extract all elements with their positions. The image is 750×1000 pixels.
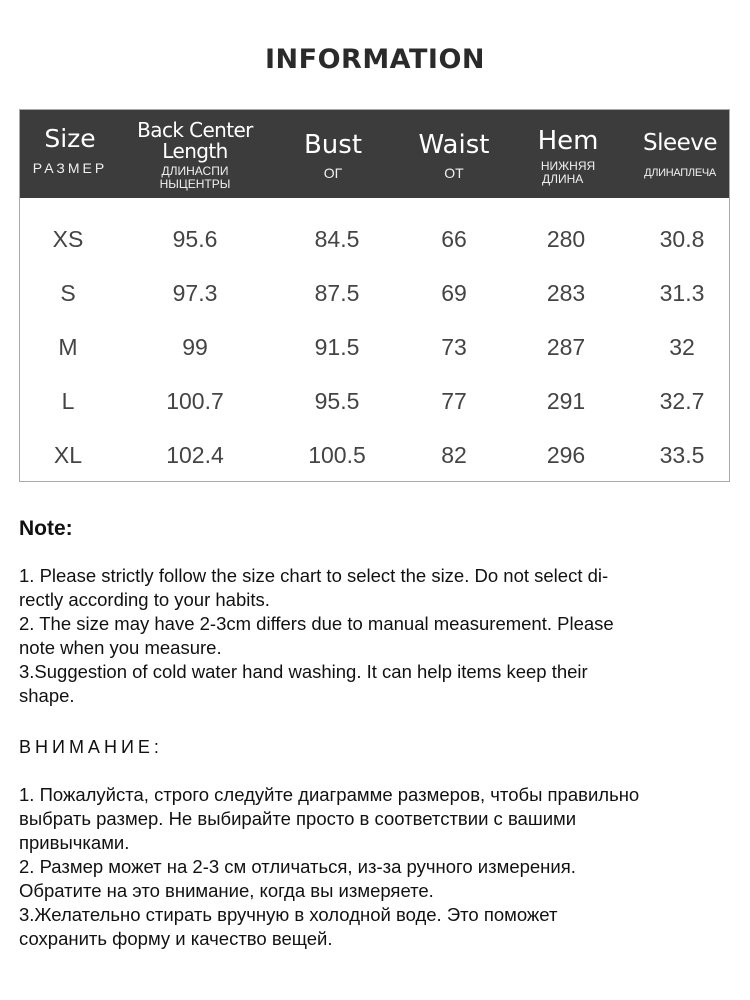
sleeve-cell: 30.8 bbox=[659, 226, 705, 252]
bust-cell: 95.5 bbox=[314, 388, 360, 414]
size-cell: L bbox=[61, 388, 75, 414]
header-bust-sublabel: ОГ bbox=[323, 165, 343, 181]
table-row bbox=[20, 266, 729, 320]
header-bust-label: Bust bbox=[303, 130, 363, 160]
header-size-label: Size bbox=[44, 124, 96, 153]
table-row bbox=[20, 428, 729, 482]
header-sleeve bbox=[632, 110, 728, 198]
waist-cell: 77 bbox=[441, 388, 467, 414]
note-line: 1. Please strictly follow the size chart to select the size. Do not select di- bbox=[19, 565, 609, 586]
size-cell: XS bbox=[52, 226, 84, 252]
header-bust bbox=[278, 110, 388, 198]
page-title: INFORMATION bbox=[264, 44, 485, 75]
note-line: привычками. bbox=[19, 832, 130, 853]
hem-cell: 291 bbox=[546, 388, 586, 414]
note-line: rectly according to your habits. bbox=[19, 589, 270, 610]
header-hem-sublabel-line2: ДЛИНА bbox=[542, 172, 584, 186]
table-row bbox=[20, 212, 729, 266]
sleeve-cell: 32 bbox=[669, 334, 695, 360]
waist-cell: 69 bbox=[441, 280, 467, 306]
bust-cell: 91.5 bbox=[314, 334, 360, 360]
waist-cell: 66 bbox=[441, 226, 467, 252]
back-center-length-cell: 95.6 bbox=[172, 226, 218, 252]
header-size-sublabel: РАЗМЕР bbox=[32, 160, 108, 176]
hem-cell: 280 bbox=[546, 226, 586, 252]
header-sleeve-sublabel: ДЛИНАПЛЕЧА bbox=[644, 167, 716, 179]
note-line: 1. Пожалуйста, строго следуйте диаграмме размеров, чтобы правильно bbox=[19, 784, 640, 805]
header-waist bbox=[401, 110, 507, 198]
note-lines bbox=[19, 564, 731, 708]
note-section-russian bbox=[19, 737, 731, 951]
header-back-center-length bbox=[125, 110, 265, 198]
note-line: Обратите на это внимание, когда вы измеряете. bbox=[19, 880, 434, 901]
header-sleeve-label: Sleeve bbox=[642, 130, 718, 156]
hem-cell: 296 bbox=[546, 442, 586, 468]
waist-cell: 73 bbox=[441, 334, 467, 360]
note-line: shape. bbox=[19, 685, 75, 706]
header-waist-sublabel: ОТ bbox=[444, 165, 464, 181]
table-header bbox=[20, 110, 729, 198]
bust-cell: 87.5 bbox=[314, 280, 360, 306]
sleeve-cell: 32.7 bbox=[659, 388, 705, 414]
note-heading-russian: ВНИМАНИЕ: bbox=[19, 737, 163, 757]
bust-cell: 84.5 bbox=[314, 226, 360, 252]
table-row bbox=[20, 374, 729, 428]
size-chart-table bbox=[19, 109, 730, 482]
sleeve-cell: 31.3 bbox=[659, 280, 705, 306]
note-line: сохранить форму и качество вещей. bbox=[19, 928, 333, 949]
header-hem-sublabel-line1: НИЖНЯЯ bbox=[540, 159, 596, 173]
note-line: 3.Желательно стирать вручную в холодной воде. Это поможет bbox=[19, 904, 558, 925]
note-section-english bbox=[19, 517, 731, 708]
header-back-center-length-label-line1: Back Center bbox=[137, 118, 253, 142]
table-row bbox=[20, 320, 729, 374]
note-line: note when you measure. bbox=[19, 637, 222, 658]
back-center-length-cell: 99 bbox=[182, 334, 208, 360]
sleeve-cell: 33.5 bbox=[659, 442, 705, 468]
back-center-length-cell: 100.7 bbox=[166, 388, 224, 414]
back-center-length-cell: 102.4 bbox=[166, 442, 224, 468]
header-back-center-length-label-line2: Length bbox=[162, 139, 228, 163]
note-lines-russian bbox=[19, 783, 731, 951]
header-waist-label: Waist bbox=[418, 130, 490, 160]
hem-cell: 283 bbox=[546, 280, 586, 306]
note-heading: Note: bbox=[19, 517, 73, 540]
bust-cell: 100.5 bbox=[308, 442, 366, 468]
size-cell: M bbox=[58, 334, 78, 360]
note-line: 3.Suggestion of cold water hand washing. It can help items keep their bbox=[19, 661, 588, 682]
note-line: 2. Размер может на 2-3 см отличаться, из-за ручного измерения. bbox=[19, 856, 576, 877]
header-back-center-length-sublabel-line2: НЫЦЕНТРЫ bbox=[159, 177, 231, 191]
note-line: 2. The size may have 2-3cm differs due to manual measurement. Please bbox=[19, 613, 614, 634]
note-line: выбрать размер. Не выбирайте просто в соответствии с вашими bbox=[19, 808, 577, 829]
header-back-center-length-sublabel-line1: ДЛИНАСПИ bbox=[161, 164, 229, 178]
header-size bbox=[20, 110, 120, 198]
back-center-length-cell: 97.3 bbox=[172, 280, 218, 306]
size-cell: S bbox=[60, 280, 76, 306]
header-hem-label: Hem bbox=[537, 126, 599, 156]
waist-cell: 82 bbox=[441, 442, 467, 468]
header-hem bbox=[518, 110, 618, 198]
size-cell: XL bbox=[53, 442, 83, 468]
hem-cell: 287 bbox=[546, 334, 586, 360]
